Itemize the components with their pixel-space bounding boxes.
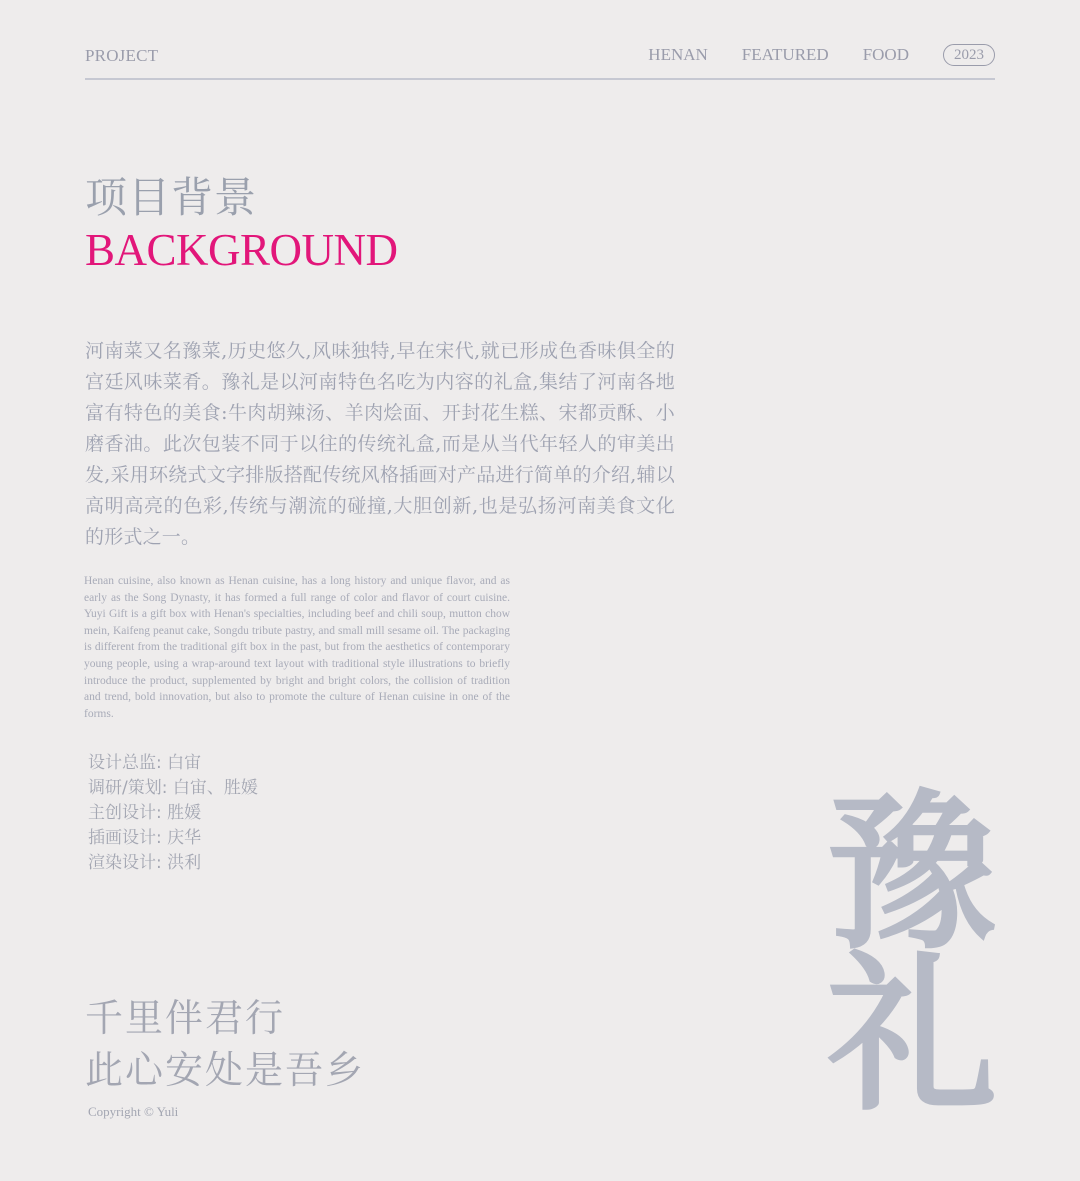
credit-item: 插画设计: 庆华: [88, 828, 202, 848]
top-nav: [85, 44, 995, 80]
heading-english: BACKGROUND: [85, 225, 398, 275]
nav-link-featured[interactable]: FEATURED: [741, 45, 829, 64]
credit-item: 调研/策划: 白宙、胜媛: [88, 778, 258, 798]
logo-character-li: 礼: [826, 935, 997, 1135]
credit-item: 主创设计: 胜媛: [88, 803, 202, 823]
credit-item: 渲染设计: 洪利: [88, 853, 202, 873]
logo-character-yu: 豫: [826, 773, 997, 973]
copyright-text: Copyright © Yuli: [88, 1104, 179, 1119]
slogan-line-1: 千里伴君行: [85, 996, 286, 1040]
credit-item: 设计总监: 白宙: [88, 753, 202, 773]
credits-list: [88, 751, 258, 876]
intro-paragraph-chinese: 河南菜又名豫菜,历史悠久,风味独特,早在宋代,就已形成色香味俱全的宫廷风味菜肴。豫礼是以河南特色名吃为内容的礼盒,集结了河南各地富有特色的美食:牛肉胡辣汤、羊肉烩面、开封花生糕、宋都贡酥、小磨香油。此次包装不同于以往的传统礼盒,而是从当代年轻人的审美出发,采用环绕式文字排版搭配传统风格插画对产品进行简单的介绍,辅以高明高亮的色彩,传统与潮流的碰撞,大胆创新,也是弘扬河南美食文化的形式之一。: [85, 340, 675, 548]
nav-link-henan[interactable]: HENAN: [648, 45, 708, 64]
nav-links: [648, 44, 995, 66]
nav-brand[interactable]: PROJECT: [85, 46, 159, 65]
heading-chinese: 项目背景: [85, 173, 258, 222]
nav-link-food[interactable]: FOOD: [862, 45, 909, 64]
year-badge: 2023: [943, 44, 995, 66]
intro-paragraph-english: Henan cuisine, also known as Henan cuisine, has a long history and unique flavor, and as early as the Song Dynasty, it has formed a full range of color and flavor of court cuisine. Yuyi Gift is a gift box with Henan's specialties, including beef and chili soup, mutton chow mein, Kaifeng peanut cake, Songdu tribute pastry, and small mill sesame oil. The packaging is different from the traditional gift box in the past, but from the aesthetics of contemporary young people, using a wrap-around text layout with traditional style illustrations to briefly introduce the product, supplemented by bright and bright colors, the collision of tradition and trend, bold innovation, but also to promote the culture of Henan cuisine in one of the forms.: [84, 575, 510, 720]
slogan-line-2: 此心安处是吾乡: [85, 1048, 366, 1092]
slogan: [85, 992, 365, 1096]
